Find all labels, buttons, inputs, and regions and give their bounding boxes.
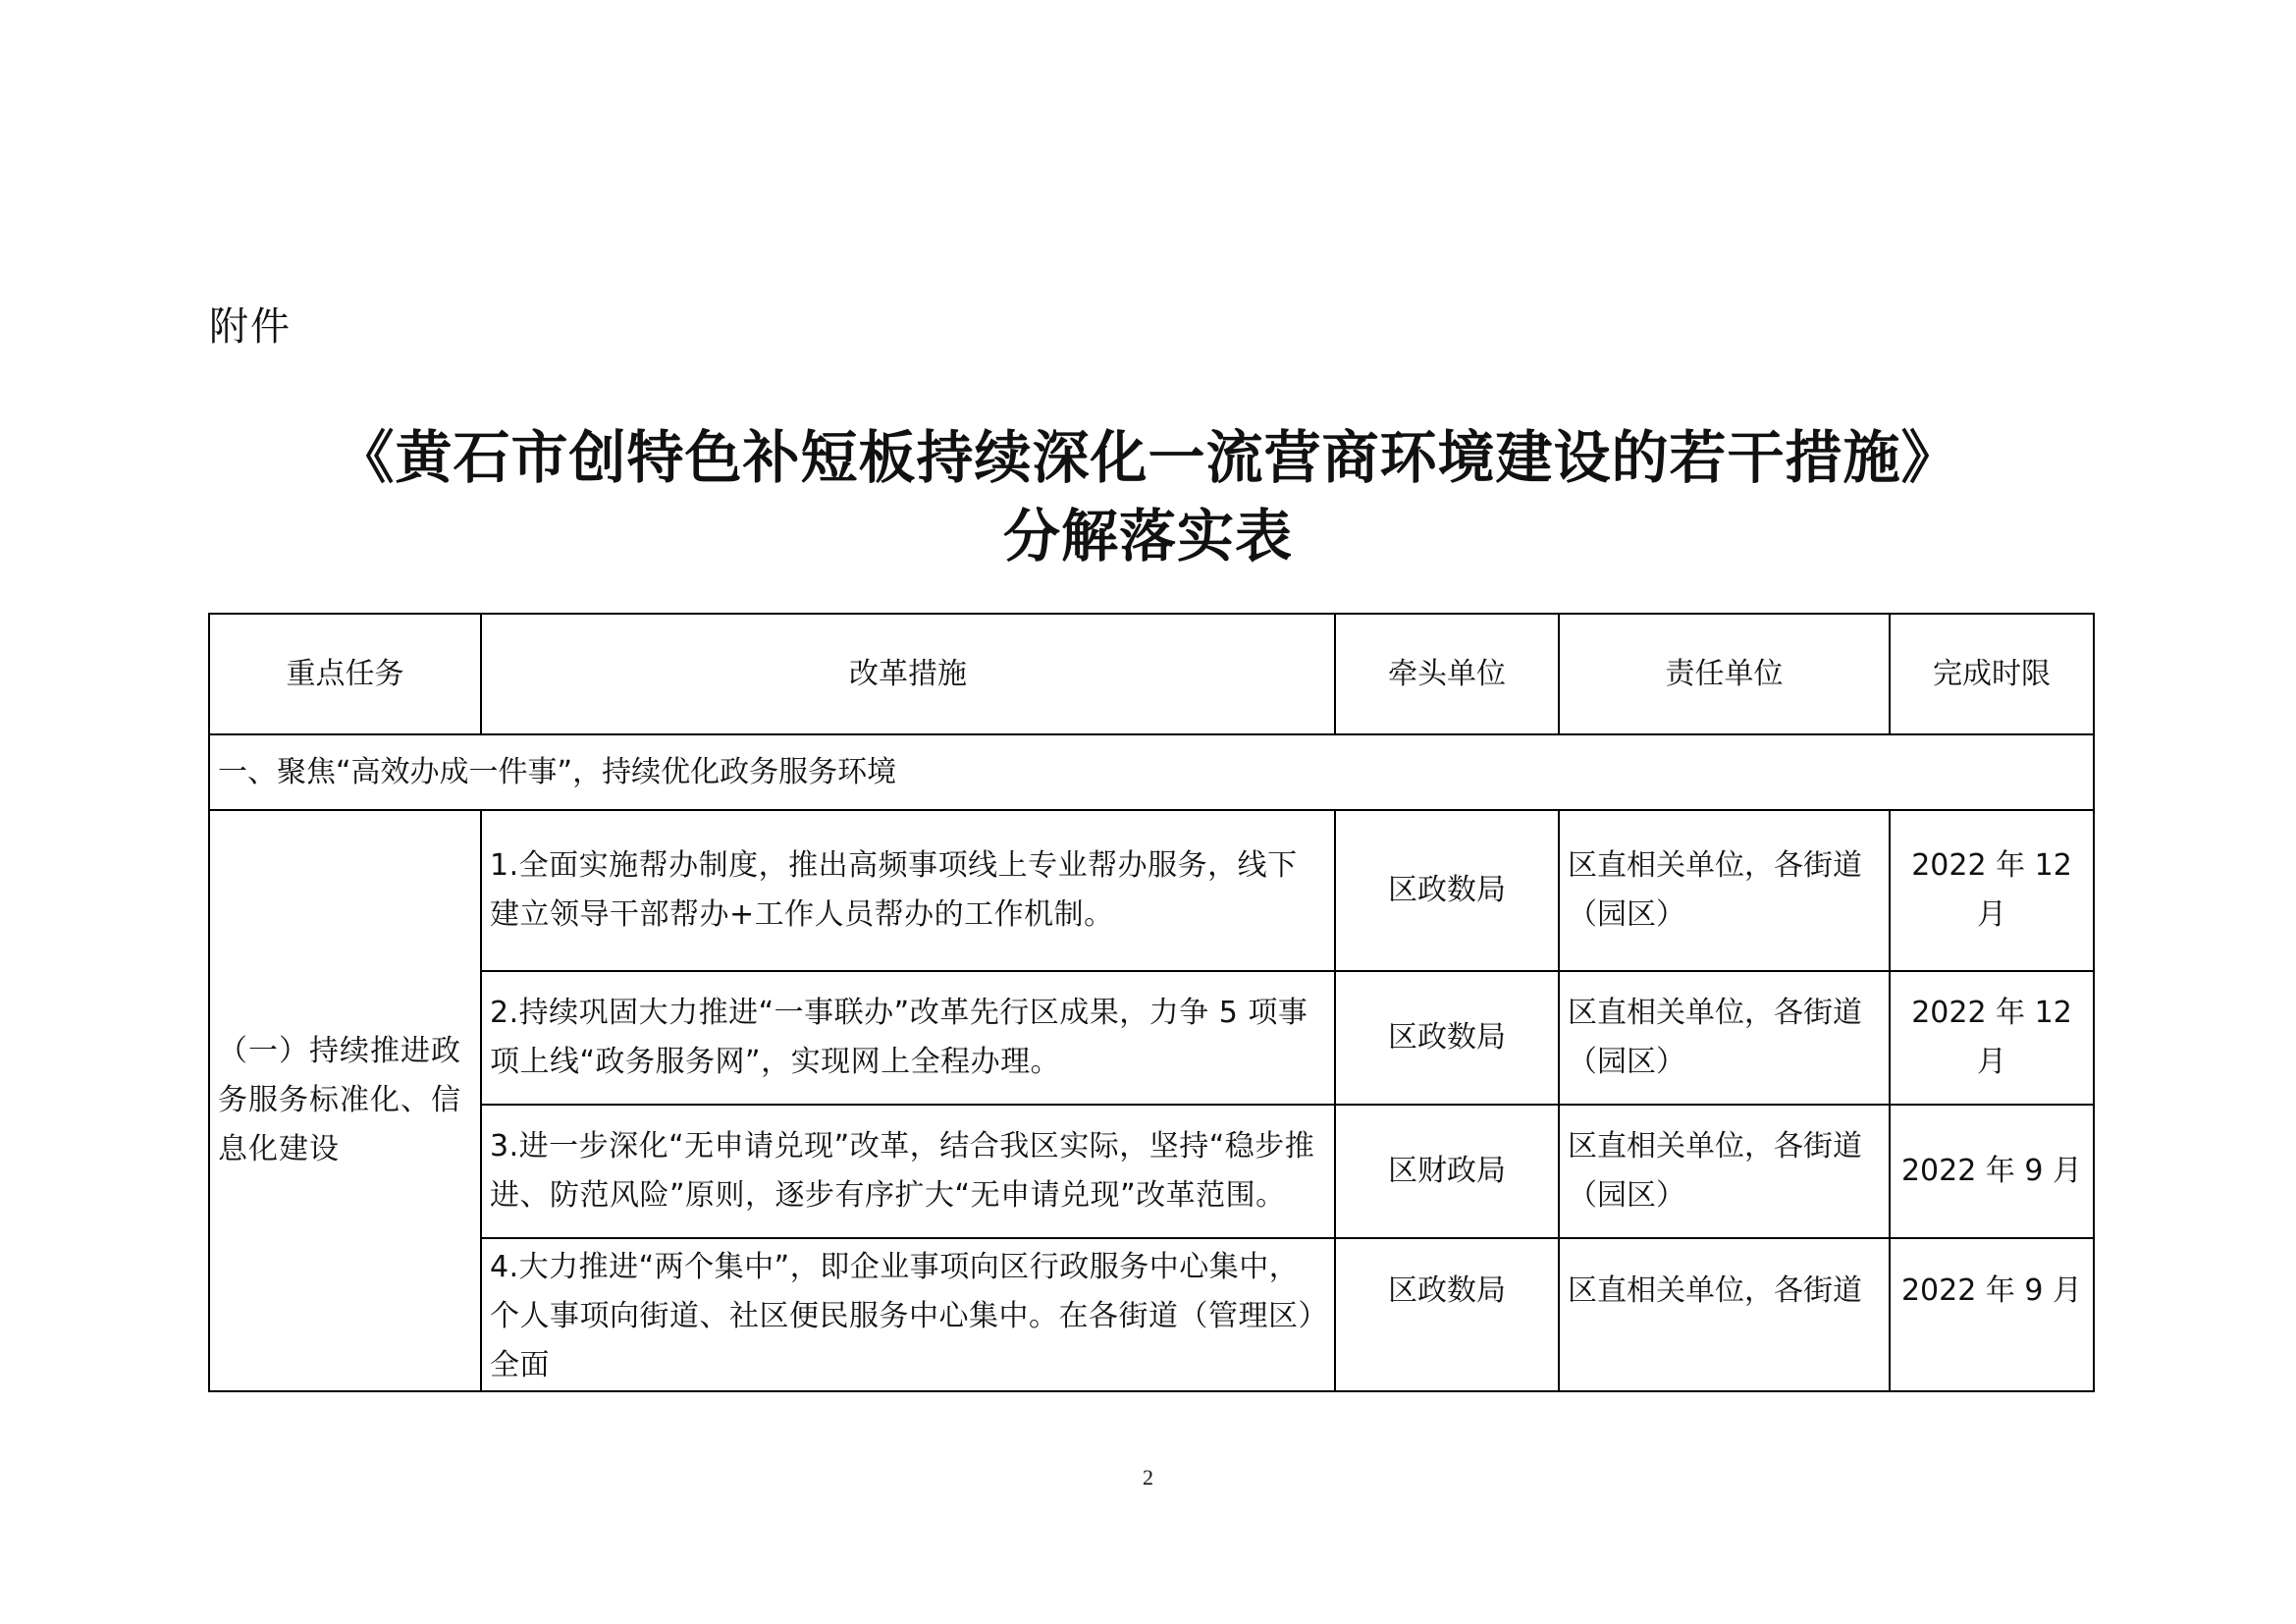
task-cell: （一）持续推进政务服务标准化、信息化建设 xyxy=(209,810,481,1391)
deadline-cell: 2022 年 9 月 xyxy=(1890,1105,2094,1238)
table-row xyxy=(209,971,2094,1105)
table-header-row xyxy=(209,614,2094,734)
attachment-label: 附件 xyxy=(209,304,292,350)
deadline-cell: 2022 年 12 月 xyxy=(1890,810,2094,971)
header-task: 重点任务 xyxy=(209,614,481,734)
deadline-cell: 2022 年 9 月 xyxy=(1890,1238,2094,1391)
measure-cell: 4.大力推进“两个集中”，即企业事项向区行政服务中心集中，个人事项向街道、社区便民服务中心集中。在各街道（管理区）全面 xyxy=(481,1238,1335,1391)
table-row xyxy=(209,810,2094,971)
page-number: 2 xyxy=(1143,1465,1153,1489)
implementation-table xyxy=(208,613,2095,1392)
measure-cell: 3.进一步深化“无申请兑现”改革，结合我区实际，坚持“稳步推进、防范风险”原则，逐步有序扩大“无申请兑现”改革范围。 xyxy=(481,1105,1335,1238)
lead-unit-cell: 区财政局 xyxy=(1335,1105,1559,1238)
responsible-unit-cell: 区直相关单位，各街道（园区） xyxy=(1559,810,1890,971)
document-title-line-1: 《黄石市创特色补短板持续深化一流营商环境建设的若干措施》 xyxy=(337,424,1959,491)
measure-cell: 2.持续巩固大力推进“一事联办”改革先行区成果，力争 5 项事项上线“政务服务网”，实现网上全程办理。 xyxy=(481,971,1335,1105)
measure-cell: 1.全面实施帮办制度，推出高频事项线上专业帮办服务，线下建立领导干部帮办+工作人员帮办的工作机制。 xyxy=(481,810,1335,971)
header-lead-unit: 牵头单位 xyxy=(1335,614,1559,734)
document-title-line-2: 分解落实表 xyxy=(1002,503,1293,569)
lead-unit-cell: 区政数局 xyxy=(1335,810,1559,971)
table-row xyxy=(209,1105,2094,1238)
header-responsible-unit: 责任单位 xyxy=(1559,614,1890,734)
responsible-unit-cell: 区直相关单位，各街道（园区） xyxy=(1559,971,1890,1105)
deadline-cell: 2022 年 12 月 xyxy=(1890,971,2094,1105)
header-deadline: 完成时限 xyxy=(1890,614,2094,734)
table-row xyxy=(209,1238,2094,1391)
header-measure: 改革措施 xyxy=(481,614,1335,734)
section-heading: 一、聚焦“高效办成一件事”，持续优化政务服务环境 xyxy=(209,734,2094,810)
responsible-unit-cell: 区直相关单位，各街道 xyxy=(1559,1238,1890,1391)
lead-unit-cell: 区政数局 xyxy=(1335,971,1559,1105)
responsible-unit-cell: 区直相关单位，各街道（园区） xyxy=(1559,1105,1890,1238)
lead-unit-cell: 区政数局 xyxy=(1335,1238,1559,1391)
section-row xyxy=(209,734,2094,810)
